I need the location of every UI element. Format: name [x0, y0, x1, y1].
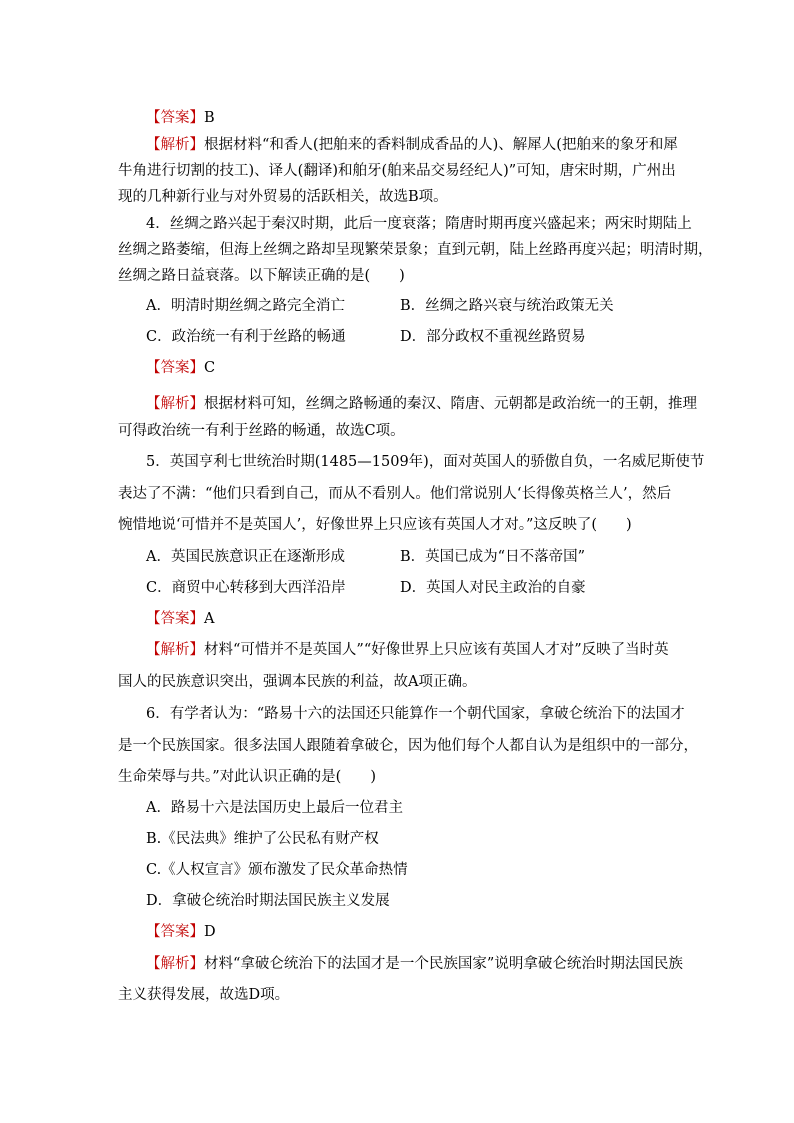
answer-line: [146, 609, 214, 629]
option-row: [0, 296, 794, 316]
option-item: C．商贸中心转移到大西洋沿岸: [146, 580, 346, 596]
question-text: 6．有学者认为：“路易十六的法国还只能算作一个朝代国家，拿破仑统治下的法国才: [146, 706, 685, 722]
option-item: C.《人权宣言》颁布激发了民众革命热情: [146, 862, 408, 878]
analysis-line: [118, 187, 448, 207]
question-line: [146, 452, 704, 472]
answer-value: C: [204, 360, 216, 376]
option-item: A．路易十六是法国历史上最后一位君主: [146, 800, 403, 816]
option-row: [146, 891, 390, 911]
option-row: [0, 578, 794, 598]
analysis-line: [118, 985, 289, 1005]
analysis-line: [146, 640, 669, 660]
answer-line: [146, 922, 216, 942]
answer-line: [146, 358, 215, 378]
option-row: [0, 327, 794, 347]
option-row: [146, 798, 403, 818]
option-item: A．明清时期丝绸之路完全消亡: [146, 298, 345, 314]
question-text: 4．丝绸之路兴起于秦汉时期，此后一度衰落；隋唐时期再度兴盛起来；两宋时期陆上: [146, 216, 692, 232]
question-text: 表达了不满：“他们只看到自己，而从不看别人。他们常说别人‘长得像英格兰人’，然后: [118, 486, 672, 502]
question-text: 惋惜地说‘可惜并不是英国人’，好像世界上只应该有英国人才对。”这反映了( ): [118, 517, 632, 533]
option-item: B．丝绸之路兴衰与统治政策无关: [400, 298, 614, 314]
question-line: [146, 704, 685, 724]
analysis-text: 可得政治统一有利于丝路的畅通，故选C项。: [118, 423, 405, 439]
question-text: 生命荣辱与共。”对此认识正确的是( ): [118, 769, 376, 785]
analysis-text: 根据材料“和香人(把舶来的香料制成香品的人)、解犀人(把舶来的象牙和犀: [204, 137, 678, 153]
option-row: [146, 829, 379, 849]
answer-tag: 【答案】: [146, 924, 204, 940]
analysis-tag: 【解析】: [146, 137, 204, 153]
question-line: [118, 736, 698, 756]
analysis-text: 材料“拿破仑统治下的法国才是一个民族国家”说明拿破仑统治时期法国民族: [204, 956, 683, 972]
option-item: A．英国民族意识正在逐渐形成: [146, 549, 345, 565]
analysis-tag: 【解析】: [146, 642, 204, 658]
option-row: [0, 547, 794, 567]
analysis-text: 现的几种新行业与对外贸易的活跃相关，故选B项。: [118, 189, 448, 205]
analysis-line: [118, 161, 676, 181]
question-text: 是一个民族国家。很多法国人跟随着拿破仑，因为他们每个人都自认为是组织中的一部分，: [118, 738, 698, 754]
option-item: B.《民法典》维护了公民私有财产权: [146, 831, 379, 847]
question-line: [118, 515, 632, 535]
option-row: [146, 860, 408, 880]
question-line: [146, 214, 692, 234]
analysis-line: [146, 394, 697, 414]
option-item: D．部分政权不重视丝路贸易: [400, 329, 586, 345]
analysis-text: 国人的民族意识突出，强调本民族的利益，故A项正确。: [118, 674, 477, 690]
question-line: [118, 767, 376, 787]
answer-value: B: [204, 110, 215, 126]
option-item: C．政治统一有利于丝路的畅通: [146, 329, 346, 345]
analysis-text: 牛角进行切割的技工)、译人(翻译)和舶牙(舶来品交易经纪人)”可知，唐宋时期，广州出: [118, 163, 676, 179]
question-text: 丝绸之路日益衰落。以下解读正确的是( ): [118, 268, 405, 284]
analysis-text: 主义获得发展，故选D项。: [118, 987, 290, 1003]
question-line: [118, 240, 713, 260]
question-line: [118, 266, 405, 286]
analysis-line: [118, 672, 476, 692]
analysis-line: [118, 421, 405, 441]
answer-line: [146, 108, 215, 128]
answer-value: D: [204, 924, 216, 940]
analysis-text: 根据材料可知，丝绸之路畅通的秦汉、隋唐、元朝都是政治统一的王朝，推理: [204, 396, 697, 412]
answer-tag: 【答案】: [146, 110, 204, 126]
analysis-tag: 【解析】: [146, 956, 204, 972]
answer-tag: 【答案】: [146, 611, 204, 627]
analysis-tag: 【解析】: [146, 396, 204, 412]
answer-tag: 【答案】: [146, 360, 204, 376]
option-item: B．英国已成为“日不落帝国”: [400, 549, 585, 565]
analysis-line: [146, 135, 678, 155]
analysis-line: [146, 954, 683, 974]
question-line: [118, 484, 671, 504]
option-item: D．英国人对民主政治的自豪: [400, 580, 586, 596]
analysis-text: 材料“可惜并不是英国人”“好像世界上只应该有英国人才对”反映了当时英: [204, 642, 669, 658]
answer-value: A: [204, 611, 215, 627]
question-text: 5．英国亨利七世统治时期(1485—1509年)，面对英国人的骄傲自负，一名威尼斯使节: [146, 454, 705, 470]
question-text: 丝绸之路萎缩，但海上丝绸之路却呈现繁荣景象；直到元朝，陆上丝路再度兴起；明清时期，: [118, 242, 713, 258]
option-item: D．拿破仑统治时期法国民族主义发展: [146, 893, 390, 909]
